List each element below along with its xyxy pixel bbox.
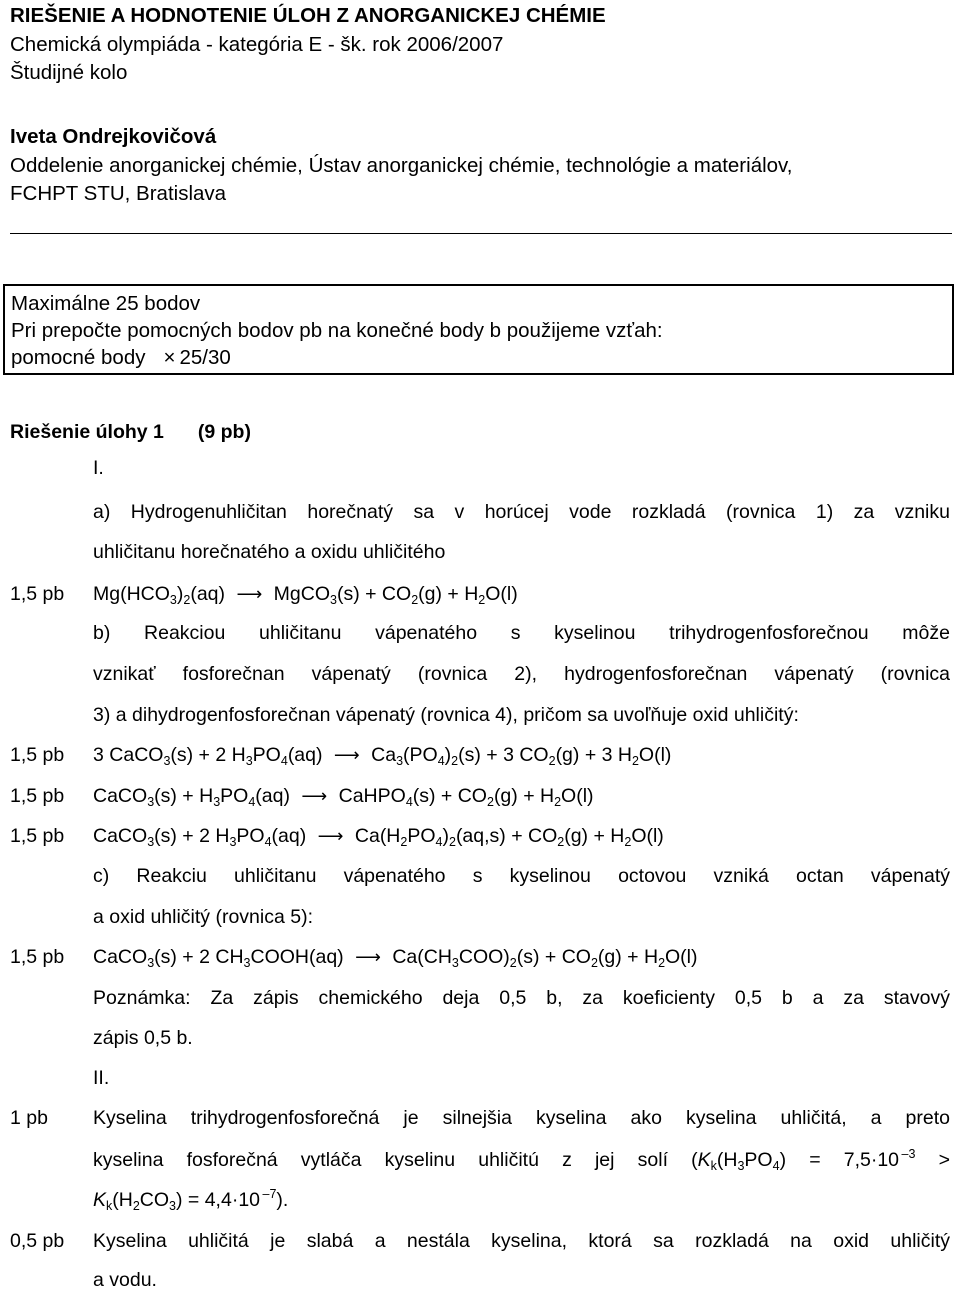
part-a-line-2: uhličitanu horečnatého a oxidu uhličitého: [93, 541, 446, 563]
document-subtitle: Chemická olympiáda - kategória E - šk. rok 2006/2007: [10, 33, 504, 56]
part-ii-label: II.: [93, 1067, 110, 1089]
reaction-arrow-icon: ⟶: [301, 786, 328, 806]
reaction-arrow-icon: ⟶: [333, 745, 360, 765]
author-name: Iveta Ondrejkovičová: [10, 125, 217, 148]
eq1-points: 1,5 pb: [10, 583, 65, 605]
part-b-line-2: vznikať fosforečnan vápenatý (rovnica 2), hydrogenfosforečnan vápenatý (rovnica: [93, 663, 950, 685]
affiliation-line-1: Oddelenie anorganickej chémie, Ústav anorganickej chémie, technológie a materiálov,: [10, 154, 793, 177]
equation-1: $Mg(HCO_3)_2(aq)$ ⟶ MgCO$_3$(s) + $CO_2(g) + H_2O(l)$: [93, 583, 518, 607]
equation-3: CaCO$_3$(s) + $H_3PO_4(aq)$ ⟶ CaHPO$_4$(s) + $CO_2(g) + H_2O(l)$: [93, 785, 594, 809]
document-title: RIEŠENIE A HODNOTENIE ÚLOH Z ANORGANICKEJ CHÉMIE: [10, 4, 606, 27]
part-ii-2-line-2: a vodu.: [93, 1269, 157, 1291]
part-ii-2-line-1: Kyselina uhličitá je slabá a nestála kyselina, ktorá sa rozkladá na oxid uhličitý: [93, 1230, 950, 1252]
eq4-points: 1,5 pb: [10, 825, 65, 847]
ii2-points: 0,5 pb: [10, 1230, 65, 1252]
note-line-1: Poznámka: Za zápis chemického deja 0,5 b, za koeficienty 0,5 b a za stavový: [93, 987, 950, 1009]
part-i-label: I.: [93, 457, 104, 479]
solution-heading-text: Riešenie úlohy 1: [10, 421, 164, 443]
reaction-arrow-icon: ⟶: [236, 584, 263, 604]
ii1-points: 1 pb: [10, 1107, 48, 1129]
reaction-arrow-icon: ⟶: [355, 947, 381, 967]
part-b-line-3: 3) a dihydrogenfosforečnan vápenatý (rovnica 4), pričom sa uvoľňuje oxid uhličitý:: [93, 704, 799, 726]
eq2-points: 1,5 pb: [10, 744, 65, 766]
part-b-line-1: b) Reakciou uhličitanu vápenatého s kyselinou trihydrogenfosforečnou môže: [93, 622, 950, 644]
part-ii-1-line-3: $K_k(H_2CO_3) = 4,4\cdot 10$ $^{-7}$).: [93, 1187, 289, 1213]
horizontal-rule: [10, 233, 952, 234]
eq5-points: 1,5 pb: [10, 946, 65, 968]
round-name: Študijné kolo: [10, 61, 128, 84]
scoring-box: [3, 284, 954, 375]
scoring-formula: [11, 346, 231, 370]
scoring-max-points: Maximálne 25 bodov: [11, 292, 201, 315]
part-c-line-1: c) Reakciu uhličitanu vápenatého s kyselinou octovou vzniká octan vápenatý: [93, 865, 950, 887]
formula-right: 25/30: [179, 346, 231, 369]
equation-2: 3 CaCO$_3$(s) + 2 $H_3PO_4(aq)$ ⟶ $Ca_3(PO_4)_2(s) + 3$ $CO_2(g) + 3$ $H_2O(l)$: [93, 744, 672, 768]
scoring-conversion-text: Pri prepočte pomocných bodov pb na konečné body b použijeme vzťah:: [11, 319, 663, 342]
formula-left: pomocné body: [11, 346, 146, 369]
note-line-2: zápis 0,5 b.: [93, 1027, 193, 1049]
part-ii-1-line-2: kyselina fosforečná vytláča kyselinu uhličitú z jej solí ($K_k(H_3PO_4) = 7,5\cdot 10$ $^{-3}$ >: [93, 1147, 950, 1173]
multiply-symbol: ×: [163, 346, 176, 369]
part-c-line-2: a oxid uhličitý (rovnica 5):: [93, 906, 314, 928]
reaction-arrow-icon: ⟶: [317, 826, 344, 846]
part-a-line-1: a) Hydrogenuhličitan horečnatý sa v horúcej vode rozkladá (rovnica 1) za vzniku: [93, 501, 950, 523]
affiliation-line-2: FCHPT STU, Bratislava: [10, 182, 227, 205]
solution-heading: [10, 420, 251, 444]
part-ii-1-line-1: Kyselina trihydrogenfosforečná je silnejšia kyselina ako kyselina uhličitá, a preto: [93, 1107, 950, 1129]
solution-heading-points: (9 pb): [197, 421, 251, 443]
equation-5: CaCO$_3$(s) + 2 $CH_3COOH(aq)$ ⟶ $Ca(CH_3COO)_2(s) + CO_2(g) + H_2O(l)$: [93, 946, 698, 970]
equation-4: CaCO$_3$(s) + 2 $H_3PO_4(aq)$ ⟶ $Ca(H_2PO_4)_2(aq,s) + CO_2(g) + H_2O(l)$: [93, 825, 664, 849]
eq3-points: 1,5 pb: [10, 785, 65, 807]
